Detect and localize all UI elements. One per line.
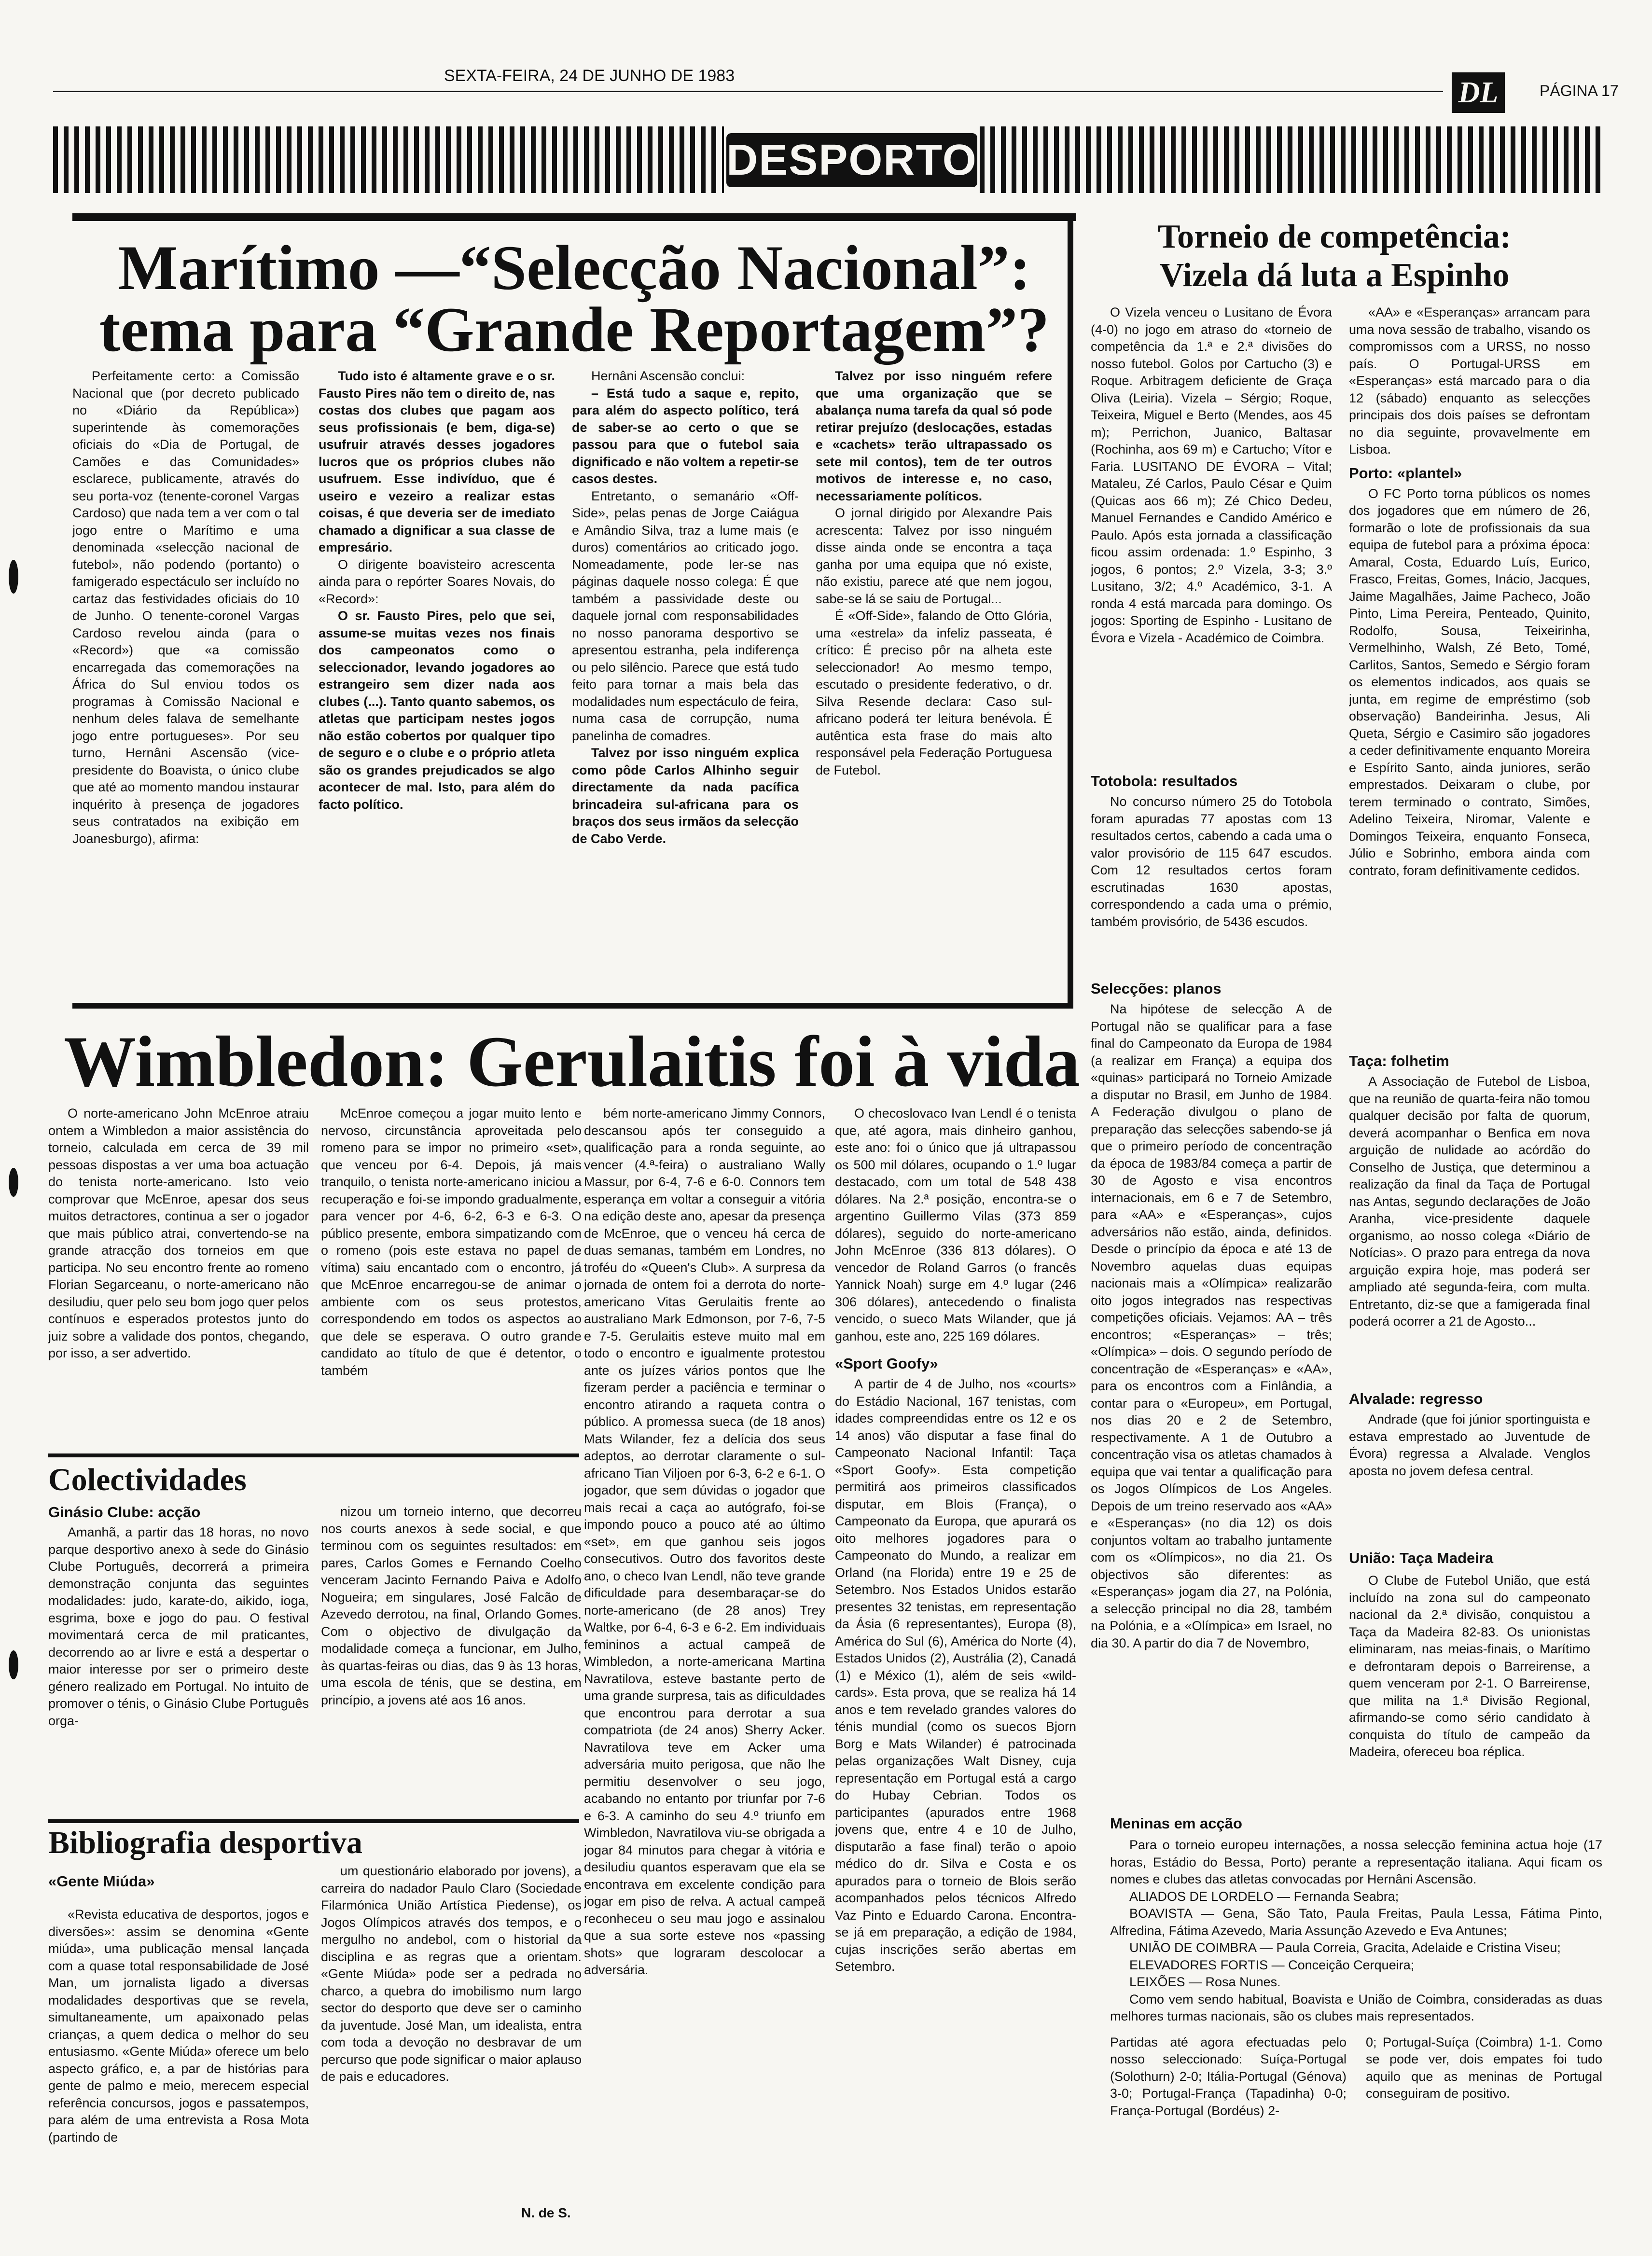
torneio-title-line1: Torneio de competência: bbox=[1157, 218, 1512, 255]
section-banner bbox=[726, 133, 977, 187]
wimbledon-col4: O checoslovaco Ivan Lendl é o tenista que, até agora, mais dinheiro ganhou, este ano: foi o único que já ultrapassou os 500 mil dólares, ocupando o 1.º lugar destacado, com um total de 548 438 dólares. Na 2.ª posição, encontra-se o argentino Guillermo Vilas (373 859 dólares), seguido do norte-americano John McEnroe (336 813 dólares). O vencedor de Roland Garros (o francês Yannick Noah) surge em 4.º lugar (246 306 dólares), antecedendo o finalista vencido, o sueco Mats Wilander, que já ganhou, este ano, 225 169 dólares. «Sport Goofy» A partir de 4 de Julho, nos «courts» do Estádio Nacional, 167 tenistas, com idades compreendidas entre os 12 e os 14 anos) vão disputar a fase final do Campeonato Nacional Infantil: Taça «Sport Goofy». Esta competição permitirá aos primeiros classificados disputar, em Blois (França), o Campeonato da Europa, que apurará os oito melhores jogadores para o Campeonato do Mundo, a realizar em Orland (na Florida) entre 19 e 25 de Setembro. Nos Estados Unidos estarão presentes 32 tenistas, em representação da Ásia (6 representantes), Europa (8), América do Sul (6), América do Norte (4), Estados Unidos (2), Austrália (2), Canadá (1) e México (1), além de seis «wild-cards». Esta prova, que se realiza há 14 anos e tem revelado grandes valores do ténis mundial (como os suecos Bjorn Borg e Mats Wilander) é patrocinada pelas organizações Walt Disney, cuja representação em Portugal está a cargo do Hubay Cebrian. Todos os participantes (apurados entre 1968 jovens que, entre 4 e 10 de Julho, disputarão a fase final) terão o apoio médico do dr. Silva e Costa e os apurados para o torneio de Blois serão acompanhados pelos técnicos Alfredo Vaz Pinto e Eduardo Carona. Encontra-se já em preparação, a edição de 1984, cujas inscrições serão abertas em Setembro. bbox=[835, 1106, 1076, 1974]
section-title: DESPORTO bbox=[726, 136, 977, 184]
taca-heading: Taça: folhetim bbox=[1349, 1052, 1449, 1069]
colectividades-title: Colectividades bbox=[48, 1462, 247, 1497]
wimbledon-col2: McEnroe começou a jogar muito lento e nervoso, circunstância aproveitada pelo romeno para se impor no primeiro «set», que venceu por 6-4. Depois, já mais tranquilo, o tenista norte-americano iniciou a recuperação e foi-se impondo gradualmente, para vencer por 4-6, 6-2, 6-3 e 6-3. O público presente, embora simpatizando com o romeno (pois este estava no papel de vítima) saiu encantado com o encontro, já que McEnroe encarregou-se de animar o ambiente com os seus protestos, correspondendo em todos os aspectos ao que dele se esperava. O outro grande candidato ao título de que é detentor, o também bbox=[321, 1106, 582, 1378]
bibliografia-col1: «Revista educativa de desportos, jogos e diversões»: assim se denomina «Gente miúda», uma publicação mensal lançada com a quase total responsabilidade de José Man, um jornalista ligado a diversas modalidades desportivas que se revela, simultaneamente, um apaixonado pelas crianças, a quem dedica o melhor do seu entusiasmo. «Gente Miúda» oferece um belo aspecto gráfico, e, a par de histórias para gente de palmo e meio, merecem especial referência concursos, jogos e passatempos, para além de uma entrevista a Rosa Mota (partindo de bbox=[48, 1907, 309, 2145]
goofy-heading: «Sport Goofy» bbox=[835, 1355, 938, 1372]
page-date: SEXTA-FEIRA, 24 DE JUNHO DE 1983 bbox=[444, 67, 735, 85]
newspaper-logo: DL bbox=[1452, 72, 1505, 113]
maritimo-title-line1: Marítimo —“Selecção Nacional”: bbox=[118, 232, 1031, 303]
wimbledon-col1: O norte-americano John McEnroe atraiu ontem a Wimbledon a maior assistência do torneio, calculada em cerca de 39 mil pessoas dispostas a ver uma boa actuação do tenista norte-americano. Isto veio comprovar que McEnroe, apesar dos seus muitos detractores, continua a ser o jogador que mais público atrai, convertendo-se na grande atracção dos torneios em que participa. No seu encontro frente ao romeno Florian Segarceanu, o norte-americano não desiludiu, quer pelo seu bom jogo quer pelos contínuos e esperados protestos junto do juiz sobre a validade dos pontos, chegando, por isso, a ser advertido. bbox=[48, 1106, 309, 1360]
section-hatch-right bbox=[980, 126, 1602, 193]
maritimo-col3: Hernâni Ascensão conclui: – Está tudo a saque e, repito, para além do aspecto político, terá de saber-se ao certo o que se passou para que o futebol saia dignificado e não voltem a repetir-se casos destes. Entretanto, o semanário «Off-Side», pelas penas de Jorge Caiágua e Amândio Silva, traz a lume mais (e duros) comentários ao criticado jogo. Nomeadamente, pode ler-se nas páginas daquele nosso colega: É que também a passividade deste ou daquele jornal com responsabilidades no nosso panorama desportivo se apresentou estranha, pela indiferença ou pelo silêncio. Parece que está tudo feito para tornar a mais bela das modalidades num espectáculo de feira, numa casa de corrupção, numa panelinha de comadres. Talvez por isso ninguém explica como pôde Carlos Alhinho seguir directamente da nada pacífica brincadeira sul-africana para os braços dos seus irmãos da selecção de Cabo Verde. bbox=[572, 369, 799, 846]
meninas-col2: 0; Portugal-Suíça (Coimbra) 1-1. Como se pode ver, dois empates foi tudo aquilo que as meninas de Portugal conseguiram de positivo. bbox=[1366, 2035, 1602, 2101]
maritimo-top-rule bbox=[72, 213, 1076, 221]
uniao-block: União: Taça Madeira O Clube de Futebol União, que está incluído na zona sul do campeonato nacional da 2.ª divisão, conquistou a Taça da Madeira 82-83. Os unionistas eliminaram, nas meias-finais, o Marítimo e defrontaram depois o Barreirense, a quem venceram por 2-1. O Barreirense, que milita na 1.ª Divisão Regional, afirmando-se como sério candidato à conquista do título de campeão da Madeira, ofereceu boa réplica. bbox=[1349, 1550, 1590, 1759]
colectividades-col1: Amanhã, a partir das 18 horas, no novo parque desportivo anexo à sede do Ginásio Clube Português, decorrerá a primeira demonstração conjunta das seguintes modalidades: judo, karate-do, aikido, ioga, esgrima, boxe e jogo do pau. O festival movimentará cerca de mil praticantes, decorrendo ao ar livre e está a despertar o maior interesse por ser o primeiro deste género realizado em Portugal. No intuito de promover o ténis, o Ginásio Clube Português orga- bbox=[48, 1525, 309, 1728]
meninas-club-2: UNIÃO DE COIMBRA — Paula Correia, Gracita, Adelaide e Cristina Viseu; bbox=[1129, 1940, 1561, 1955]
meninas-club-4: LEIXÕES — Rosa Nunes. bbox=[1129, 1975, 1281, 1989]
section-hatch-left bbox=[53, 126, 724, 193]
taca-block: Taça: folhetim A Associação de Futebol de Lisboa, que na reunião de quarta-feira não tomou qualquer decisão por falta de quorum, deverá acompanhar o Benfica em nova arguição de nulidade ao acórdão do Conselho de Justiça, que determinou a realização da final da Taça de Portugal nas Antas, segundo declarações de João Aranha, vice-presidente daquele organismo, ao nosso colega «Diário de Notícias». O prazo para entrega da nova arguição expira hoje, mas poderá ser ampliado até segunda-feira, com multa. Entretanto, diz-se que a famigerada final poderá ocorrer a 21 de Agosto... bbox=[1349, 1052, 1590, 1329]
maritimo-col1: Perfeitamente certo: a Comissão Nacional que (por decreto publicado no «Diário da República») superintende às comemorações oficiais do «Dia de Portugal, de Camões e das Comunidades» esclarece, publicamente, através do seu porta-voz (tenente-coronel Vargas Cardoso) que nada tem a ver com o tal jogo entre o Marítimo e uma denominada «selecção nacional de futebol», não podendo (portanto) o famigerado espectáculo ser incluído no cartaz das festividades oficiais do 10 de Junho. O tenente-coronel Vargas Cardoso revelou ainda (para o «Record») que «a comissão encarregada das comemorações na África do Sul enviou todos os programas à Comissão Nacional e nenhum deles falava de semelhante jogo entre portugueses». Por seu turno, Hernâni Ascensão (vice-presidente do Boavista, o único clube que até ao momento mandou instaurar inquérito à presença de jogadores seus contratados na exibição em Joanesburgo), afirma: bbox=[72, 369, 299, 846]
maritimo-title-line2: tema para “Grande Reportagem”? bbox=[99, 294, 1050, 365]
wimbledon-title: Wimbledon: Gerulaitis foi à vida bbox=[64, 1022, 1080, 1102]
ginasio-heading: Ginásio Clube: acção bbox=[48, 1504, 201, 1521]
binding-mark-2 bbox=[9, 1168, 18, 1197]
wimbledon-col3: bém norte-americano Jimmy Connors, descansou após ter conseguido a qualificação para a ronda seguinte, ao vencer (4.ª-feira) o australiano Wally Massur, por 6-4, 7-6 e 6-0. Connors tem esperança em voltar a conseguir a vitória na edição deste ano, apesar da presença de McEnroe, que o venceu há cerca de duas semanas, também em Londres, no troféu do «Queen's Club». A surpresa da jornada de ontem foi a derrota do norte-americano Vitas Gerulaitis frente ao australiano Mark Edmonson, por 7-6, 7-5 e 7-5. Gerulaitis esteve muito mal em todo o encontro e igualmente protestou ante os juízes vários pontos que lhe fizeram perder a paciência e terminar o encontro atirando a raqueta contra o público. A promessa sueca (de 18 anos) Mats Wilander, fez a delícia dos seus adeptos, ao derrotar claramente o sul-africano Tian Viljoen por 6-3, 6-2 e 6-1. O jogador, que sem dúvidas o jogador que mais recai a caça ao autógrafo, foi-se impondo pouco a pouco até ao último «set», em que ganhou seis jogos consecutivos. Outro dos favoritos deste ano, o checo Ivan Lendl, não teve grande dificuldade para desembaraçar-se do norte-americano (de 28 anos) Trey Waltke, por 6-4, 6-3 e 6-2. Em individuais femininos a actual campeã de Wimbledon, a norte-americana Martina Navratilova, esteve bastante perto de uma grande surpresa, tais as dificuldades que encontrou para derrotar a sua compatriota (de 24 anos) Sherry Acker. Navratilova teve em Acker uma adversária muito perigosa, que não lhe permitiu desenvolver o seu jogo, acabando no entanto por triunfar por 7-6 e 6-3. A caminho do seu 4.º triunfo em Wimbledon, Navratilova viu-se obrigada a jogar 84 minutos para chegar à vitória e desiludiu quantos esperavam que ela se encontrava em excelente condição para jogar em piso de relva. A actual campeã reconheceu o seu mau jogo e assinalou que a sua sorte esteve nos «passing shots» que lograram descolocar a adversária. bbox=[584, 1106, 825, 1977]
meninas-club-3: ELEVADORES FORTIS — Conceição Cerqueira; bbox=[1129, 1957, 1415, 1972]
torneio-col2: «AA» e «Esperanças» arrancam para uma nova sessão de trabalho, visando os compromissos com a URSS, no nosso país. O Portugal-URSS em «Esperanças» está marcado para o dia 12 (sábado) enquanto as selecções principais dos dois países se defrontam no dia seguinte, provavelmente em Lisboa. Porto: «plantel» O FC Porto torna públicos os nomes dos jogadores que em número de 26, formarão o lote de profissionais da sua equipa de futebol para a próxima época: Amaral, Costa, Eduardo Luís, Eurico, Frasco, Freitas, Gomes, Inácio, Jacques, Jaime Magalhães, Jaime Pacheco, João Pinto, Lima Pereira, Penteado, Quinito, Rodolfo, Sousa, Teixeirinha, Vermelhinho, Walsh, Zé Beto, Tomé, Carlitos, Santos, Semedo e Sérgio foram os elementos indicados, aos quais se junta, em regime de empréstimo (sob observação) Bandeirinha. Jesus, Ali Queta, Sérgio e Casimiro são jogadores a ceder definitivamente enquanto Moreira e Espírito Santo, ainda juniores, serão emprestados. Deixaram o clube, por terem terminado o contrato, Simões, Adelino Teixeira, Niromar, Valente e Domingos Teixeira, enquanto Fonseca, Júlio e Sobrinho, embora ainda com contrato, foram definitivamente cedidos. bbox=[1349, 305, 1590, 878]
totobola-block: Totobola: resultados No concurso número 25 do Totobola foram apuradas 77 apostas com 13 resultados certos, cabendo a cada uma o valor provisório de 115 647 escudos. Com 12 resultados certos foram escrutinadas 1630 apostas, correspondendo a cada uma o prémio, também provisório, de 5436 escudos. bbox=[1091, 773, 1332, 929]
torneio-col1: O Vizela venceu o Lusitano de Évora (4-0) no jogo em atraso do «torneio de competência da 1.ª e 2.ª divisões do nosso futebol. Golos por Cartucho (3) e Roque. Arbitragem deficiente de Graça Oliva (Leiria). Vizela – Sérgio; Roque, Teixeira, Miguel e Berto (Mendes, aos 45 m); Perrichon, Juanico, Baltasar (Rochinha, aos 69 m) e Cartucho; Vítor e Faria. LUSITANO DE ÉVORA – Vital; Mataleu, Zé Carlos, Paulo César e Quim (Quicas aos 66 m); Zé Chico Dedeu, Manuel Fernandes e Candido Américo e Paulo. Após esta jornada a classificação ficou assim ordenada: 1.º Espinho, 3 jogos, 6 pontos; 2.º Vizela, 3-3; 3.º Lusitano, 3/2; 4.º Académico, 3-1. A ronda 4 está marcada para domingo. Os jogos: Sporting de Espinho - Lusitano de Évora e Vizela - Académico de Coimbra. bbox=[1091, 305, 1332, 645]
seleccoes-heading: Selecções: planos bbox=[1091, 980, 1222, 997]
porto-heading: Porto: «plantel» bbox=[1349, 464, 1462, 482]
page-number: PÁGINA 17 bbox=[1540, 82, 1619, 99]
meninas-club-1: BOAVISTA — Gena, São Tato, Paula Freitas, Paula Lessa, Fátima Pinto, Alfredina, Fátima Azevedo, Maria Assunção Azevedo e Eva Antunes; bbox=[1110, 1906, 1602, 1938]
meninas-heading: Meninas em acção bbox=[1110, 1815, 1242, 1832]
binding-mark-3 bbox=[9, 1650, 18, 1679]
bibliografia-col2: um questionário elaborado por jovens), a carreira do nadador Paulo Claro (Sociedade Filarmónica União Artística Piedense), os Jogos Olímpicos através dos tempos, e o mergulho no andebol, com o historial da disciplina e as regras que a orientam. «Gente Miúda» pode ser a pedrada no charco, a quebra do imobilismo num largo sector do desporto que deve ser o caminho da juventude. José Man, um idealista, entra com toda a devoção no desbravar de um percurso que pode significar o maior aplauso de pais e educadores. bbox=[321, 1864, 582, 2084]
seleccoes-block: Selecções: planos Na hipótese de selecção A de Portugal não se qualificar para a fase final do Campeonato da Europa de 1984 (a realizar em França) a equipa dos «quinas» participará no Torneio Amizade a disputar no Brasil, em Junho de 1984. A Federação divulgou o plano de preparação das selecções sabendo-se já que o primeiro período de concentração da época de 1983/84 começa a partir de 30 de Agosto e visa encontros internacionais, em 6 e 7 de Setembro, para «AA» e «Esperanças», cujos adversários não estão, ainda, definidos. Desde o princípio da época e até 13 de Novembro aquelas duas equipas nacionais mais a «Olímpica» realizarão oito jogos integrados nas respectivas competições oficiais. Vejamos: AA – três encontros; «Esperanças» – três; «Olímpica» – dois. O segundo período de concentração de «Esperanças» e «AA», para os encontros com a Finlândia, a contar para o «Europeu», em Portugal, nos dias 20 e 2 de Setembro, respectivamente. A 1 de Outubro a concentração visa os atletas chamados à equipa que vai tentar a qualificação para os Jogos Olímpicos de Los Angeles. Depois de um treino reservado aos «AA» e «Esperanças» (no dia 12) os dois conjuntos voltam ao trabalho juntamente com os «Olímpicos», no dia 21. Os objectivos são diferentes: as «Esperanças» jogam dia 27, na Polónia, a selecção principal no dia 28, também na Polónia, e a «Olímpica» em Israel, no dia 30. A partir do dia 7 de Novembro, bbox=[1091, 980, 1332, 1650]
colectividades-rule bbox=[48, 1453, 579, 1457]
binding-mark-1 bbox=[9, 560, 18, 594]
meninas-col1: Partidas até agora efectuadas pelo nosso seleccionado: Suíça-Portugal (Solothurn) 2-0; Itália-Portugal (Génova) 3-0; Portugal-França (Tapadinha) 0-0; França-Portugal (Bordéus) 2- bbox=[1110, 2035, 1347, 2118]
bibliografia-signature: N. de S. bbox=[521, 2205, 571, 2220]
header-rule bbox=[53, 91, 1443, 92]
maritimo-right-rule bbox=[1068, 213, 1073, 1005]
colectividades-col2: nizou um torneio interno, que decorreu nos courts anexos à sede social, e que terminou com os seguintes resultados: em pares, Carlos Gomes e Fernando Coelho venceram Jacinto Fernando Paiva e Adolfo Nogueira; em singulares, José Falcão de Azevedo derrotou, na final, Orlando Gomes. Com o objectivo de divulgação da modalidade começa a funcionar, em Julho, às quartas-feiras ou dias, das 9 às 13 horas, uma escola de ténis, que se destina, em princípio, a jovens até aos 16 anos. bbox=[321, 1504, 582, 1707]
maritimo-bottom-rule bbox=[72, 1003, 1073, 1009]
gente-miuda-heading: «Gente Miúda» bbox=[48, 1873, 155, 1890]
totobola-heading: Totobola: resultados bbox=[1091, 773, 1238, 789]
maritimo-col2: Tudo isto é altamente grave e o sr. Fausto Pires não tem o direito de, nas costas dos clubes que pagam aos seus profissionais (e bem, diga-se) usufruir através desses jogadores lucros que os próprios clubes não usufruem. Esse indivíduo, que é useiro e vezeiro a realizar estas coisas, é que deveria ser de imediato chamado a dignificar a sua classe de empresário. O dirigente boavisteiro acrescenta ainda para o repórter Soares Novais, do «Record»: O sr. Fausto Pires, pelo que sei, assume-se muitas vezes nos finais dos campeonatos como o seleccionador, levando jogadores ao estrangeiro sem dizer nada aos clubes (...). Tanto quanto sabemos, os atletas que participam nestes jogos não estão cobertos por qualquer tipo de seguro e o clube e o próprio atleta são os grandes prejudicados se algo acontecer de mal. Isto, para além do facto político. bbox=[319, 369, 555, 812]
meninas-block: Meninas em acção Para o torneio europeu internações, a nossa selecção feminina actua hoje (17 horas, Estádio do Bessa, Porto) perante a representação italiana. Aqui ficam os nomes e clubes das atletas convocadas por Hernâni Ascensão. ALIADOS DE LORDELO — Fernanda Seabra; BOAVISTA — Gena, São Tato, Paula Freitas, Paula Lessa, Fátima Pinto, Alfredina, Fátima Azevedo, Maria Assunção Azevedo e Eva Antunes; UNIÃO DE COIMBRA — Paula Correia, Gracita, Adelaide e Cristina Viseu; ELEVADORES FORTIS — Conceição Cerqueira; LEIXÕES — Rosa Nunes. Como vem sendo habitual, Boavista e União de Coimbra, consideradas as duas melhores turmas nacionais, são os clubes mais representados. Partidas até agora efectuadas pelo nosso seleccionado: Suíça-Portugal (Solothurn) 2-0; Itália-Portugal (Génova) 3-0; Portugal-França (Tapadinha) 0-0; França-Portugal (Bordéus) 2- 0; Portugal-Suíça (Coimbra) 1-1. Como se pode ver, dois empates foi tudo aquilo que as meninas de Portugal conseguiram de positivo. bbox=[1110, 1814, 1602, 2229]
alvalade-heading: Alvalade: regresso bbox=[1349, 1390, 1483, 1407]
bibliografia-title: Bibliografia desportiva bbox=[48, 1825, 362, 1860]
uniao-heading: União: Taça Madeira bbox=[1349, 1550, 1494, 1566]
bibliografia-rule bbox=[48, 1819, 579, 1823]
meninas-club-0: ALIADOS DE LORDELO — Fernanda Seabra; bbox=[1129, 1889, 1399, 1904]
alvalade-block: Alvalade: regresso Andrade (que foi júnior sportinguista e estava emprestado ao Juventude de Évora) regressa a Alvalade. Venglos aposta no jovem defesa central. bbox=[1349, 1390, 1590, 1478]
maritimo-col4: Talvez por isso ninguém refere que uma organização que se abalança numa tarefa da qual só pode retirar prejuízo (deslocações, estadas e «cachets» terão ultrapassado os sete mil contos), tem de ter outros motivos de interesse e, no caso, necessariamente políticos. O jornal dirigido por Alexandre Pais acrescenta: Talvez por isso ninguém disse ainda onde se encontra a taça ganha por uma equipa que nó existe, não existiu, parece até que nem jogou, sabe-se lá se saiu de Portugal... É «Off-Side», falando de Otto Glória, uma «estrela» da infeliz passeata, é crítico: É preciso pôr na alheta este seleccionador! Ao mesmo tempo, escutado o presidente federativo, o dr. Silva Resende declara: Caso sul-africano poderá ter leitura benévola. É autêntica esta frase do mais alto responsável pela Federação Portuguesa de Futebol. bbox=[816, 369, 1052, 777]
torneio-title-line2: Vizela dá luta a Espinho bbox=[1159, 257, 1510, 294]
